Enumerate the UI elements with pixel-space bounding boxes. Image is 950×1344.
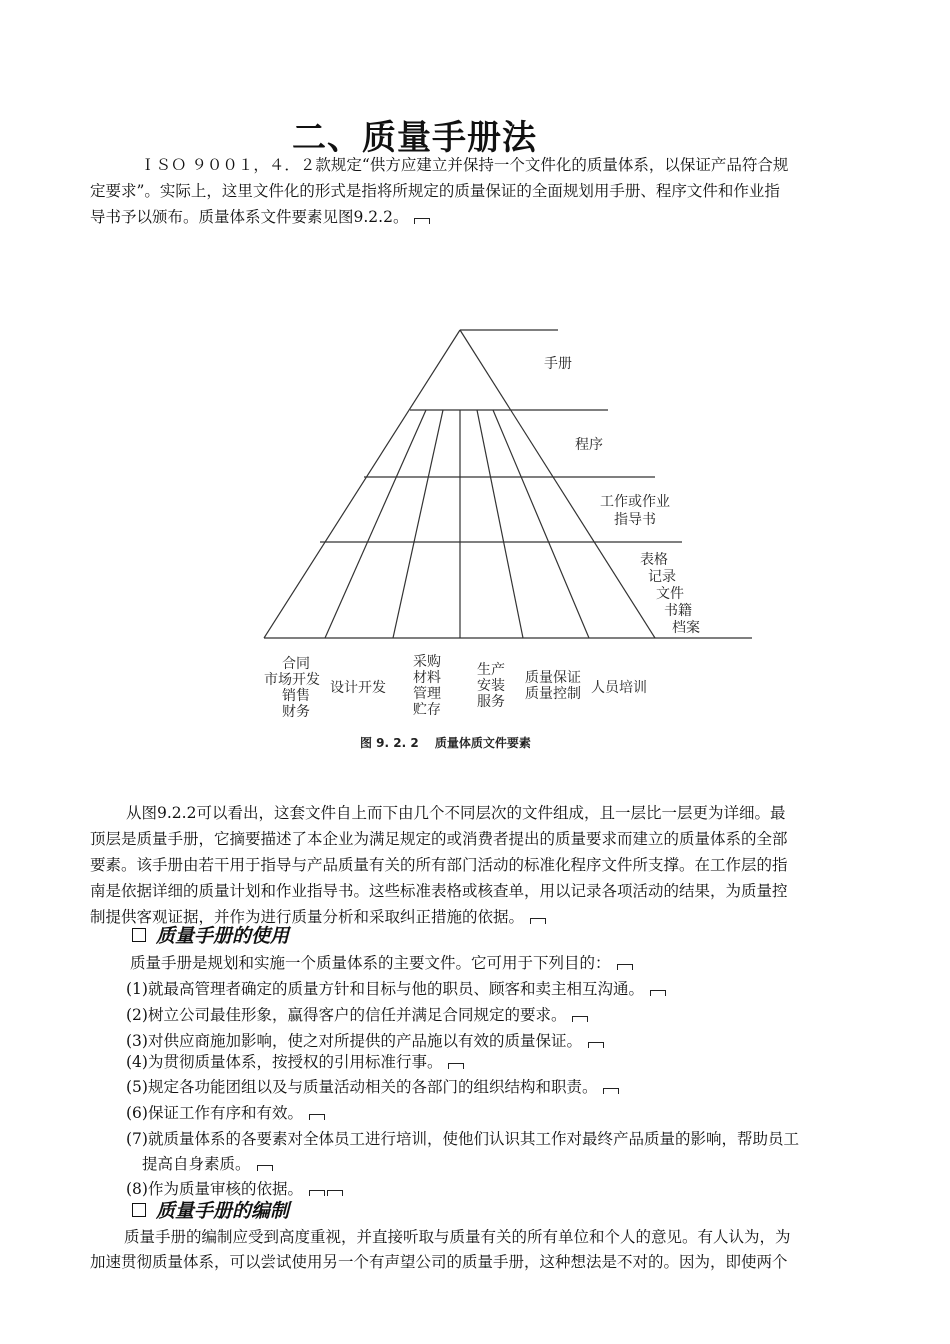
dept-1-line-2: 市场开发 <box>264 672 320 688</box>
paragraph-mark-icon <box>572 1016 588 1022</box>
paragraph-mark-icon <box>588 1042 604 1048</box>
label-records-4: 书籍 <box>664 603 692 619</box>
use-item-7-cont: 提高自身素质。 <box>142 1155 251 1173</box>
section-heading-use: 质量手册的使用 <box>132 921 289 948</box>
analysis-line-4: 南是依据详细的质量计划和作业指导书。这些标准表格或核查单，用以记录各项活动的结果，为质量控 <box>90 882 788 900</box>
label-records-3: 文件 <box>656 586 684 602</box>
dept-1-line-4: 财务 <box>282 704 310 720</box>
analysis-line-2: 顶层是质量手册，它摘要描述了本企业为满足规定的或消费者提出的质量要求而建立的质量体系的全部 <box>90 830 788 848</box>
paragraph-mark-icon <box>448 1063 464 1069</box>
dept-3-line-3: 管理 <box>413 686 441 702</box>
dept-6: 人员培训 <box>591 680 647 696</box>
analysis-line-5: 制提供客观证据，并作为进行质量分析和采取纠正措施的依据。 <box>90 908 525 926</box>
intro-line-2: 定要求”。实际上，这里文件化的形式是指将所规定的质量保证的全面规划用手册、程序文件和作业指 <box>90 182 780 200</box>
use-item-5: (5)规定各功能团组以及与质量活动相关的各部门的组织结构和职责。 <box>126 1078 598 1096</box>
dept-5-line-1: 质量保证 <box>525 670 581 686</box>
paragraph-mark-icon <box>327 1190 343 1196</box>
label-work-1: 工作或作业 <box>600 494 670 510</box>
divider-4 <box>477 410 523 638</box>
dept-1-line-1: 合同 <box>282 656 310 672</box>
use-item-1: (1)就最高管理者确定的质量方针和目标与他的职员、顾客和卖主相互沟通。 <box>126 980 644 998</box>
label-procedure: 程序 <box>575 437 603 453</box>
label-records-5: 档案 <box>672 620 700 636</box>
paragraph-mark-icon <box>530 918 546 924</box>
use-item-6: (6)保证工作有序和有效。 <box>126 1104 303 1122</box>
dept-3-line-2: 材料 <box>413 670 441 686</box>
intro-line-3: 导书予以颁布。质量体系文件要素见图9.2.2。 <box>90 208 409 226</box>
analysis-line-1: 从图9.2.2可以看出，这套文件自上而下由几个不同层次的文件组成，且一层比一层更为详细。最 <box>126 804 786 822</box>
pyramid-right-edge <box>460 330 655 638</box>
paragraph-mark-icon <box>309 1114 325 1120</box>
label-records-2: 记录 <box>648 569 676 585</box>
dept-4-line-3: 服务 <box>477 694 505 710</box>
dept-4-line-2: 安装 <box>477 678 505 694</box>
paragraph-mark-icon <box>414 218 430 224</box>
divider-1 <box>325 410 426 638</box>
paragraph-mark-icon <box>650 990 666 996</box>
paragraph-mark-icon <box>617 964 633 970</box>
pyramid-diagram <box>0 300 950 780</box>
label-manual: 手册 <box>544 356 572 372</box>
divider-2 <box>393 410 443 638</box>
dept-5-line-2: 质量控制 <box>525 686 581 702</box>
label-work-2: 指导书 <box>614 512 656 528</box>
checkbox-square-icon <box>132 1203 146 1217</box>
paragraph-mark-icon <box>257 1165 273 1171</box>
figure-caption: 图 9. 2. 2 质量体质文件要素 <box>360 736 531 750</box>
dept-1-line-3: 销售 <box>282 688 310 704</box>
compile-line-1: 质量手册的编制应受到高度重视，并直接听取与质量有关的所有单位和个人的意见。有人认为，为 <box>124 1228 791 1246</box>
use-item-3: (3)对供应商施加影响，使之对所提供的产品施以有效的质量保证。 <box>126 1032 582 1050</box>
checkbox-square-icon <box>132 928 146 942</box>
dept-3-line-1: 采购 <box>413 654 441 670</box>
paragraph-mark-icon <box>309 1190 325 1196</box>
compile-line-2: 加速贯彻质量体系，可以尝试使用另一个有声望公司的质量手册，这种想法是不对的。因为，即使两个 <box>90 1253 788 1271</box>
dept-2: 设计开发 <box>330 680 386 696</box>
pyramid-left-edge <box>264 330 460 638</box>
dept-3-line-4: 贮存 <box>413 702 441 718</box>
paragraph-mark-icon <box>603 1088 619 1094</box>
label-records-1: 表格 <box>640 552 668 568</box>
use-item-2: (2)树立公司最佳形象，赢得客户的信任并满足合同规定的要求。 <box>126 1006 567 1024</box>
dept-4-line-1: 生产 <box>477 662 505 678</box>
use-item-4: (4)为贯彻质量体系，按授权的引用标准行事。 <box>126 1053 443 1071</box>
page-title: 二、质量手册法 <box>292 118 537 158</box>
use-lead: 质量手册是规划和实施一个质量体系的主要文件。它可用于下列目的： <box>130 954 611 972</box>
use-item-8: (8)作为质量审核的依据。 <box>126 1180 303 1198</box>
section-heading-compile: 质量手册的编制 <box>132 1196 289 1223</box>
analysis-line-3: 要素。该手册由若干用于指导与产品质量有关的所有部门活动的标准化程序文件所支撑。在工作层的指 <box>90 856 788 874</box>
intro-line-1: ＩＳＯ ９００１，４．２款规定“供方应建立并保持一个文件化的质量体系，以保证产品符合规 <box>140 156 789 174</box>
use-item-7: (7)就质量体系的各要素对全体员工进行培训，使他们认识其工作对最终产品质量的影响，帮助员工 <box>126 1130 799 1148</box>
